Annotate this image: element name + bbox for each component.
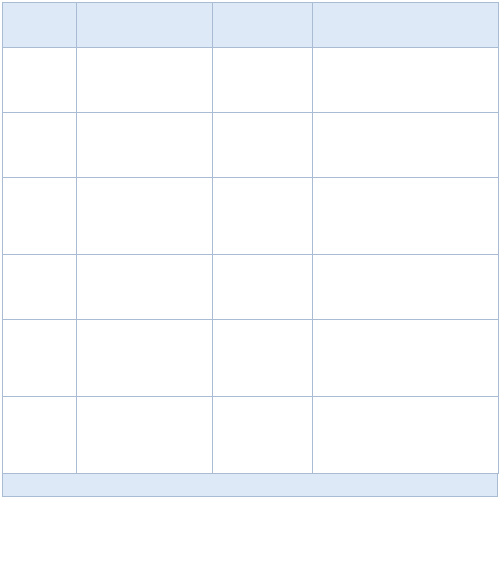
indication-cell xyxy=(213,178,313,255)
header-violation xyxy=(77,3,213,48)
diagram-cell xyxy=(313,178,499,255)
rule-cell xyxy=(3,255,77,320)
table-row xyxy=(3,320,499,397)
header-diagram xyxy=(313,3,499,48)
rule-cell xyxy=(3,178,77,255)
table-row xyxy=(3,255,499,320)
diagram-cell xyxy=(313,48,499,113)
violation-cell xyxy=(77,255,213,320)
header-indication xyxy=(213,3,313,48)
diagram-cell xyxy=(313,320,499,397)
violation-cell xyxy=(77,113,213,178)
indication-cell xyxy=(213,113,313,178)
westgard-table-figure xyxy=(2,2,498,497)
diagram-cell xyxy=(313,397,499,474)
rule-cell xyxy=(3,320,77,397)
control-chart xyxy=(322,116,490,174)
violation-cell xyxy=(77,178,213,255)
indication-cell xyxy=(213,320,313,397)
control-chart xyxy=(322,329,490,387)
diagram-cell xyxy=(313,113,499,178)
control-chart xyxy=(322,258,490,316)
control-chart xyxy=(322,51,490,109)
header-westgard-rule xyxy=(3,3,77,48)
table-row xyxy=(3,397,499,474)
table-row xyxy=(3,48,499,113)
control-chart xyxy=(322,187,490,245)
diagram-cell xyxy=(313,255,499,320)
table-row xyxy=(3,178,499,255)
violation-cell xyxy=(77,320,213,397)
indication-cell xyxy=(213,48,313,113)
indication-cell xyxy=(213,255,313,320)
rule-cell xyxy=(3,113,77,178)
violation-cell xyxy=(77,397,213,474)
table-header-row xyxy=(3,3,499,48)
control-chart xyxy=(322,406,490,464)
violation-cell xyxy=(77,48,213,113)
indication-cell xyxy=(213,397,313,474)
rule-cell xyxy=(3,48,77,113)
rule-cell xyxy=(3,397,77,474)
figure-caption xyxy=(2,474,498,497)
table-row xyxy=(3,113,499,178)
westgard-rules-table xyxy=(2,2,499,474)
